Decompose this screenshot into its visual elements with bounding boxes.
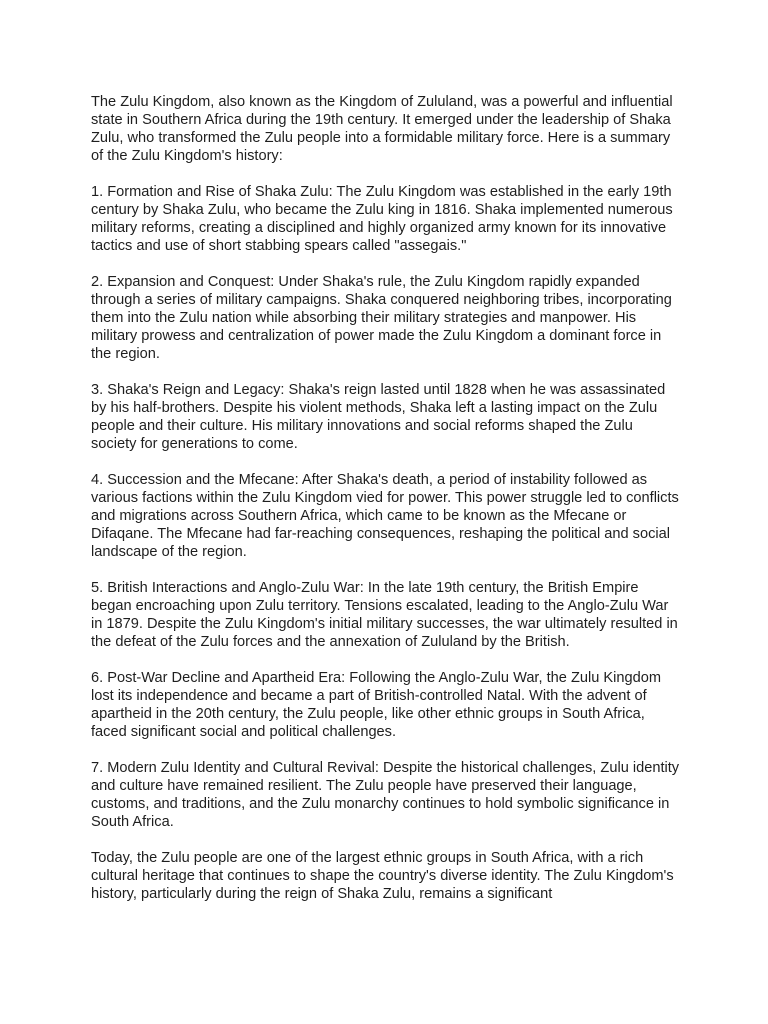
anglo-zulu-war-paragraph: 5. British Interactions and Anglo-Zulu War: In the late 19th century, the British Empire began encroaching upon Zulu territory. Tensions escalated, leading to the Anglo-Zulu War in 1879. Despite the Zulu Kingdom's initial military successes, the war ultimately resulted in the defeat of the Zulu forces and the annexation of Zululand by the British. (91, 580, 678, 650)
document-body (91, 93, 681, 903)
apartheid-era-paragraph: 6. Post-War Decline and Apartheid Era: Following the Anglo-Zulu War, the Zulu Kingdom lost its independence and became a part of British-controlled Natal. With the advent of apartheid in the 20th century, the Zulu people, like other ethnic groups in South Africa, faced significant social and political challenges. (91, 670, 661, 740)
formation-paragraph: 1. Formation and Rise of Shaka Zulu: The Zulu Kingdom was established in the early 19th century by Shaka Zulu, who became the Zulu king in 1816. Shaka implemented numerous military reforms, creating a disciplined and highly organized army known for its innovative tactics and use of short stabbing spears called "assegais." (91, 184, 673, 254)
conclusion-paragraph: Today, the Zulu people are one of the largest ethnic groups in South Africa, with a rich cultural heritage that continues to shape the country's diverse identity. The Zulu Kingdom's history, particularly during the reign of Shaka Zulu, remains a significant (91, 850, 674, 902)
mfecane-paragraph: 4. Succession and the Mfecane: After Shaka's death, a period of instability followed as various factions within the Zulu Kingdom vied for power. This power struggle led to conflicts and migrations across Southern Africa, which came to be known as the Mfecane or Difaqane. The Mfecane had far-reaching consequences, reshaping the political and social landscape of the region. (91, 472, 679, 560)
intro-paragraph: The Zulu Kingdom, also known as the Kingdom of Zululand, was a powerful and influential state in Southern Africa during the 19th century. It emerged under the leadership of Shaka Zulu, who transformed the Zulu people into a formidable military force. Here is a summary of the Zulu Kingdom's history: (91, 94, 673, 164)
cultural-revival-paragraph: 7. Modern Zulu Identity and Cultural Revival: Despite the historical challenges, Zulu identity and culture have remained resilient. The Zulu people have preserved their language, customs, and traditions, and the Zulu monarchy continues to hold symbolic significance in South Africa. (91, 760, 680, 830)
expansion-paragraph: 2. Expansion and Conquest: Under Shaka's rule, the Zulu Kingdom rapidly expanded through a series of military campaigns. Shaka conquered neighboring tribes, incorporating them into the Zulu nation while absorbing their military strategies and manpower. His military prowess and centralization of power made the Zulu Kingdom a dominant force in the region. (91, 274, 672, 362)
reign-legacy-paragraph: 3. Shaka's Reign and Legacy: Shaka's reign lasted until 1828 when he was assassinated by his half-brothers. Despite his violent methods, Shaka left a lasting impact on the Zulu people and their culture. His military innovations and social reforms shaped the Zulu society for generations to come. (91, 382, 666, 452)
